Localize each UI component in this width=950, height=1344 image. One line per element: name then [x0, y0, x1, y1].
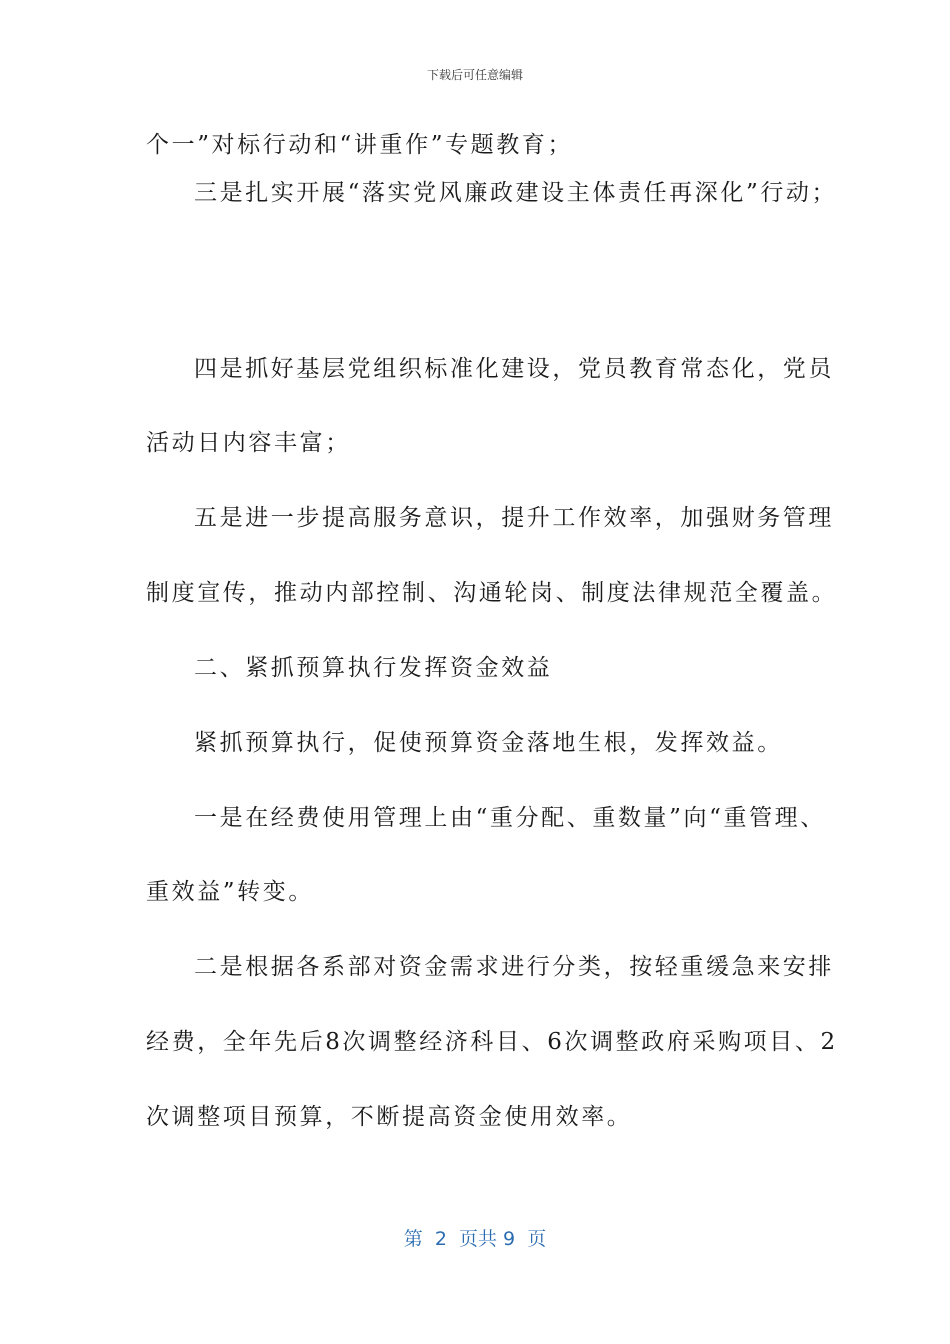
body-line-11: 二是根据各系部对资金需求进行分类，按轻重缓急来安排: [194, 954, 834, 980]
body-line-13: 次调整项目预算，不断提高资金使用效率。: [146, 1104, 633, 1130]
body-line-3: 四是抓好基层党组织标准化建设，党员教育常态化，党员: [194, 356, 834, 382]
body-line-5: 五是进一步提高服务意识，提升工作效率，加强财务管理: [194, 505, 834, 531]
body-line-8: 紧抓预算执行，促使预算资金落地生根，发挥效益。: [194, 730, 783, 756]
body-line-12: 经费，全年先后8次调整经济科目、6次调整政府采购项目、2: [146, 1029, 838, 1055]
body-line-4: 活动日内容丰富；: [146, 430, 351, 456]
body-line-2: 三是扎实开展“落实党风廉政建设主体责任再深化”行动；: [194, 180, 838, 206]
section-heading: 二、紧抓预算执行发挥资金效益: [194, 655, 553, 681]
body-line-6: 制度宣传，推动内部控制、沟通轮岗、制度法律规范全覆盖。: [146, 580, 838, 606]
header-note: 下载后可任意编辑: [426, 68, 523, 82]
body-line-10: 重效益”转变。: [146, 879, 314, 905]
body-line-1: 个一”对标行动和“讲重作”专题教育；: [146, 132, 574, 158]
body-line-9: 一是在经费使用管理上由“重分配、重数量”向“重管理、: [194, 805, 826, 831]
page-number: 第 2 页共 9 页: [403, 1228, 547, 1250]
